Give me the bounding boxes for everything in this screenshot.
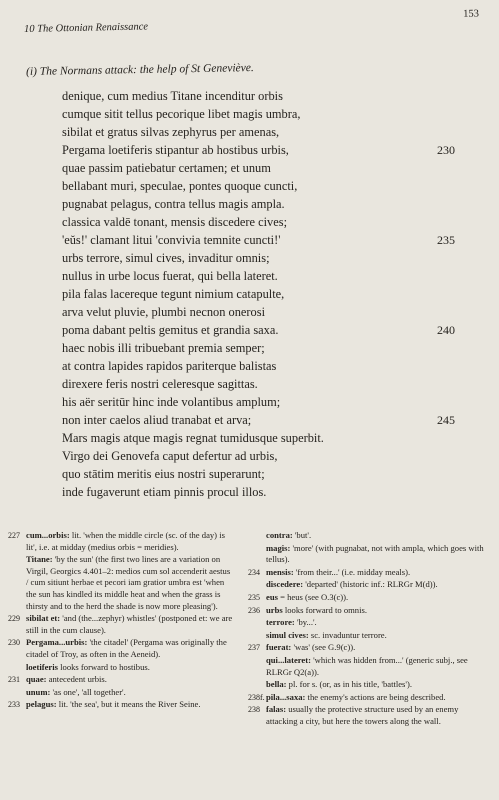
poem-line	[62, 267, 462, 285]
note-gloss: = heus (see O.3(c)).	[277, 591, 349, 602]
poem-line-text: his aër seritūr hinc inde volantibus amplum;	[62, 395, 281, 409]
note-gloss: pl. for s. (or, as in his title, 'battles').	[286, 679, 412, 690]
note-item	[248, 617, 484, 629]
poem-line	[62, 213, 462, 231]
note-term: quae:	[26, 674, 47, 685]
poem-line	[62, 375, 462, 393]
note-item	[248, 592, 484, 604]
note-term: bella:	[266, 679, 287, 690]
note-term: falas:	[266, 704, 287, 715]
note-item	[8, 674, 234, 686]
note-gloss: usually the protective structure used by an enemy attacking a city, but here the towers along the wall.	[266, 704, 459, 726]
poem-line	[62, 87, 462, 105]
note-line-ref: 227	[8, 531, 20, 540]
note-line-ref: 237	[248, 643, 260, 653]
poem-line-text: denique, cum medius Titane incenditur orbis	[62, 89, 283, 103]
note-gloss: the enemy's actions are being described.	[305, 691, 446, 702]
note-term: contra:	[266, 530, 293, 540]
poem-line-text: pugnabat pelagus, contra tellus magis ampla.	[62, 197, 285, 211]
poem-line-text: quae passim patiebatur certamen; et unum	[62, 161, 271, 175]
note-gloss: 'from their...' (i.e. midday meals).	[293, 566, 411, 577]
notes-column-right	[248, 530, 484, 729]
note-item	[8, 687, 234, 699]
note-term: terrore:	[266, 617, 295, 628]
note-term: cum...orbis:	[26, 530, 70, 540]
poem-line-text: inde fugaverunt etiam pinnis procul illos.	[62, 485, 267, 499]
poem-line-text: classica valdē tonant, mensis discedere cives;	[62, 215, 288, 229]
note-item	[248, 530, 484, 542]
note-item	[8, 613, 234, 636]
poem-line	[62, 321, 462, 339]
commentary-notes	[0, 530, 499, 790]
poem-text	[62, 87, 462, 501]
poem-line	[62, 123, 462, 141]
note-term: Titane:	[26, 554, 53, 565]
note-term: magis:	[266, 542, 291, 553]
note-gloss: 'as one', 'all together'.	[50, 686, 126, 697]
note-line-ref: 235	[248, 592, 260, 602]
note-term: Pergama...urbis:	[26, 637, 88, 648]
poem-line	[62, 159, 462, 177]
poem-line-text: pila falas lacereque tegunt nimium catapulte,	[62, 287, 285, 301]
poem-line-text: bellabant muri, speculae, pontes quoque cuncti,	[62, 179, 298, 193]
note-gloss: 'by...'.	[294, 617, 317, 628]
note-term: mensis:	[266, 566, 294, 577]
poem-line-text: cumque sitit tellus pecorique libet magis umbra,	[62, 107, 301, 121]
poem-line-text: quo stātim meritis eius nostri superarunt;	[62, 467, 265, 481]
note-gloss: 'more' (with pugnabat, not with ampla, which goes with tellus).	[266, 542, 484, 565]
poem-line-text: haec nobis illi tribuebant premia semper;	[62, 341, 265, 355]
note-gloss: 'by the sun' (the first two lines are a variation on Virgil, Georgics 4.401–2: medios cum sol accenderit aestus / cum sitiunt herbae et pecori iam gratior umbra est 'when the sun has kindled its middle heat and when the grass is thirsty and to the herd the shade is now more pleasing').	[26, 554, 231, 611]
note-line-ref: 233	[8, 700, 20, 710]
note-gloss: antecedent urbis.	[46, 674, 107, 685]
poem-line-text: 'eŭs!' clamant litui 'convivia temnite cuncti!'	[62, 233, 281, 247]
note-item	[248, 605, 484, 617]
poem-line	[62, 249, 462, 267]
note-term: loetiferis	[26, 661, 58, 672]
running-head	[24, 8, 480, 35]
note-term: discedere:	[266, 579, 304, 590]
note-gloss: 'departed' (historic inf.: RLRGr M(d)).	[303, 579, 438, 590]
note-gloss: 'the citadel' (Pergama was originally the citadel of Troy, as often in the Aeneid).	[26, 637, 227, 659]
note-term: fuerat:	[266, 642, 292, 653]
note-term: eus	[266, 591, 278, 602]
poem-line-text: at contra lapides rapidos pariterque balistas	[62, 359, 277, 373]
section-title: (i) The Normans attack: the help of St Geneviève.	[26, 62, 254, 78]
note-item	[248, 630, 484, 642]
note-gloss: looks forward to hostibus.	[57, 661, 150, 672]
note-line-ref: 236	[248, 605, 260, 615]
poem-line	[62, 231, 462, 249]
poem-line	[62, 357, 462, 375]
note-item	[248, 704, 484, 727]
poem-line	[62, 141, 462, 159]
poem-line	[62, 393, 462, 411]
line-number: 235	[437, 233, 455, 247]
note-term: simul cives:	[266, 629, 309, 640]
note-item	[248, 692, 484, 704]
note-item	[248, 579, 484, 591]
notes-column-left	[8, 530, 234, 712]
note-term: sibilat et:	[26, 613, 61, 624]
note-gloss: looks forward to omnis.	[282, 604, 367, 615]
note-term: pelagus:	[26, 699, 57, 710]
note-gloss: sc. invaduntur terrore.	[308, 629, 387, 640]
note-term: urbs	[266, 604, 283, 615]
poem-line	[62, 195, 462, 213]
poem-line-text: Virgo dei Genovefa caput defertur ad urbis,	[62, 449, 278, 463]
poem-line	[62, 285, 462, 303]
poem-line	[62, 105, 462, 123]
poem-line	[62, 429, 462, 447]
note-gloss: lit. 'when the middle circle (sc. of the day) is lit', i.e. at midday (medius orbis = meridies).	[26, 530, 225, 552]
poem-line	[62, 465, 462, 483]
note-line-ref: 229	[8, 614, 20, 624]
poem-line	[62, 447, 462, 465]
page-number: 153	[463, 8, 480, 20]
poem-line-text: urbs terrore, simul cives, invaditur omnis;	[62, 251, 270, 265]
poem-line-text: nullus in urbe locus fuerat, qui bella lateret.	[62, 269, 278, 283]
poem-line	[62, 339, 462, 357]
poem-line-text: non inter caelos aliud tranabat et arva;	[62, 413, 252, 427]
note-gloss: 'was' (see G.9(c)).	[291, 642, 356, 653]
poem-line-text: Pergama loetiferis stipantur ab hostibus urbis,	[62, 143, 289, 157]
poem-line	[62, 303, 462, 321]
note-item	[8, 554, 234, 612]
line-number: 230	[437, 143, 455, 157]
note-gloss: 'which was hidden from...' (generic subj., see RLRGr Q2(a)).	[266, 654, 468, 677]
note-gloss: lit. 'the sea', but it means the River Seine.	[56, 699, 201, 710]
note-item	[248, 679, 484, 691]
note-item	[248, 642, 484, 654]
note-gloss: 'and (the...zephyr) whistles' (postponed et: we are still in the cum clause).	[26, 613, 233, 635]
note-line-ref: 230	[8, 638, 20, 648]
note-item	[248, 655, 484, 678]
note-item	[8, 699, 234, 711]
poem-line	[62, 411, 462, 429]
poem-line-text: arva velut pluvie, plumbi necnon onerosi	[62, 305, 266, 319]
poem-line	[62, 483, 462, 501]
note-item	[8, 662, 234, 674]
line-number: 245	[437, 413, 455, 427]
note-term: qui...lateret:	[266, 654, 311, 665]
poem-line-text: poma dabant peltis gemitus et grandia saxa.	[62, 323, 279, 337]
note-item	[8, 530, 234, 553]
note-gloss: 'but'.	[292, 530, 312, 540]
poem-line-text: sibilat et gratus silvas zephyrus per amenas,	[62, 125, 280, 139]
note-item	[248, 543, 484, 566]
note-line-ref: 234	[248, 567, 260, 577]
running-head-title: 10 The Ottonian Renaissance	[24, 21, 149, 35]
poem-line-text: Mars magis atque magis regnat tumidusque superbit.	[62, 431, 324, 445]
note-term: unum:	[26, 686, 51, 697]
poem-line-text: direxere feris nostri celeresque sagittas.	[62, 377, 258, 391]
note-item	[248, 567, 484, 579]
line-number: 240	[437, 323, 455, 337]
note-line-ref: 238f.	[248, 692, 265, 702]
note-item	[8, 637, 234, 660]
note-line-ref: 231	[8, 675, 20, 685]
poem-line	[62, 177, 462, 195]
note-line-ref: 238	[248, 705, 260, 715]
note-term: pila...saxa:	[266, 691, 306, 702]
